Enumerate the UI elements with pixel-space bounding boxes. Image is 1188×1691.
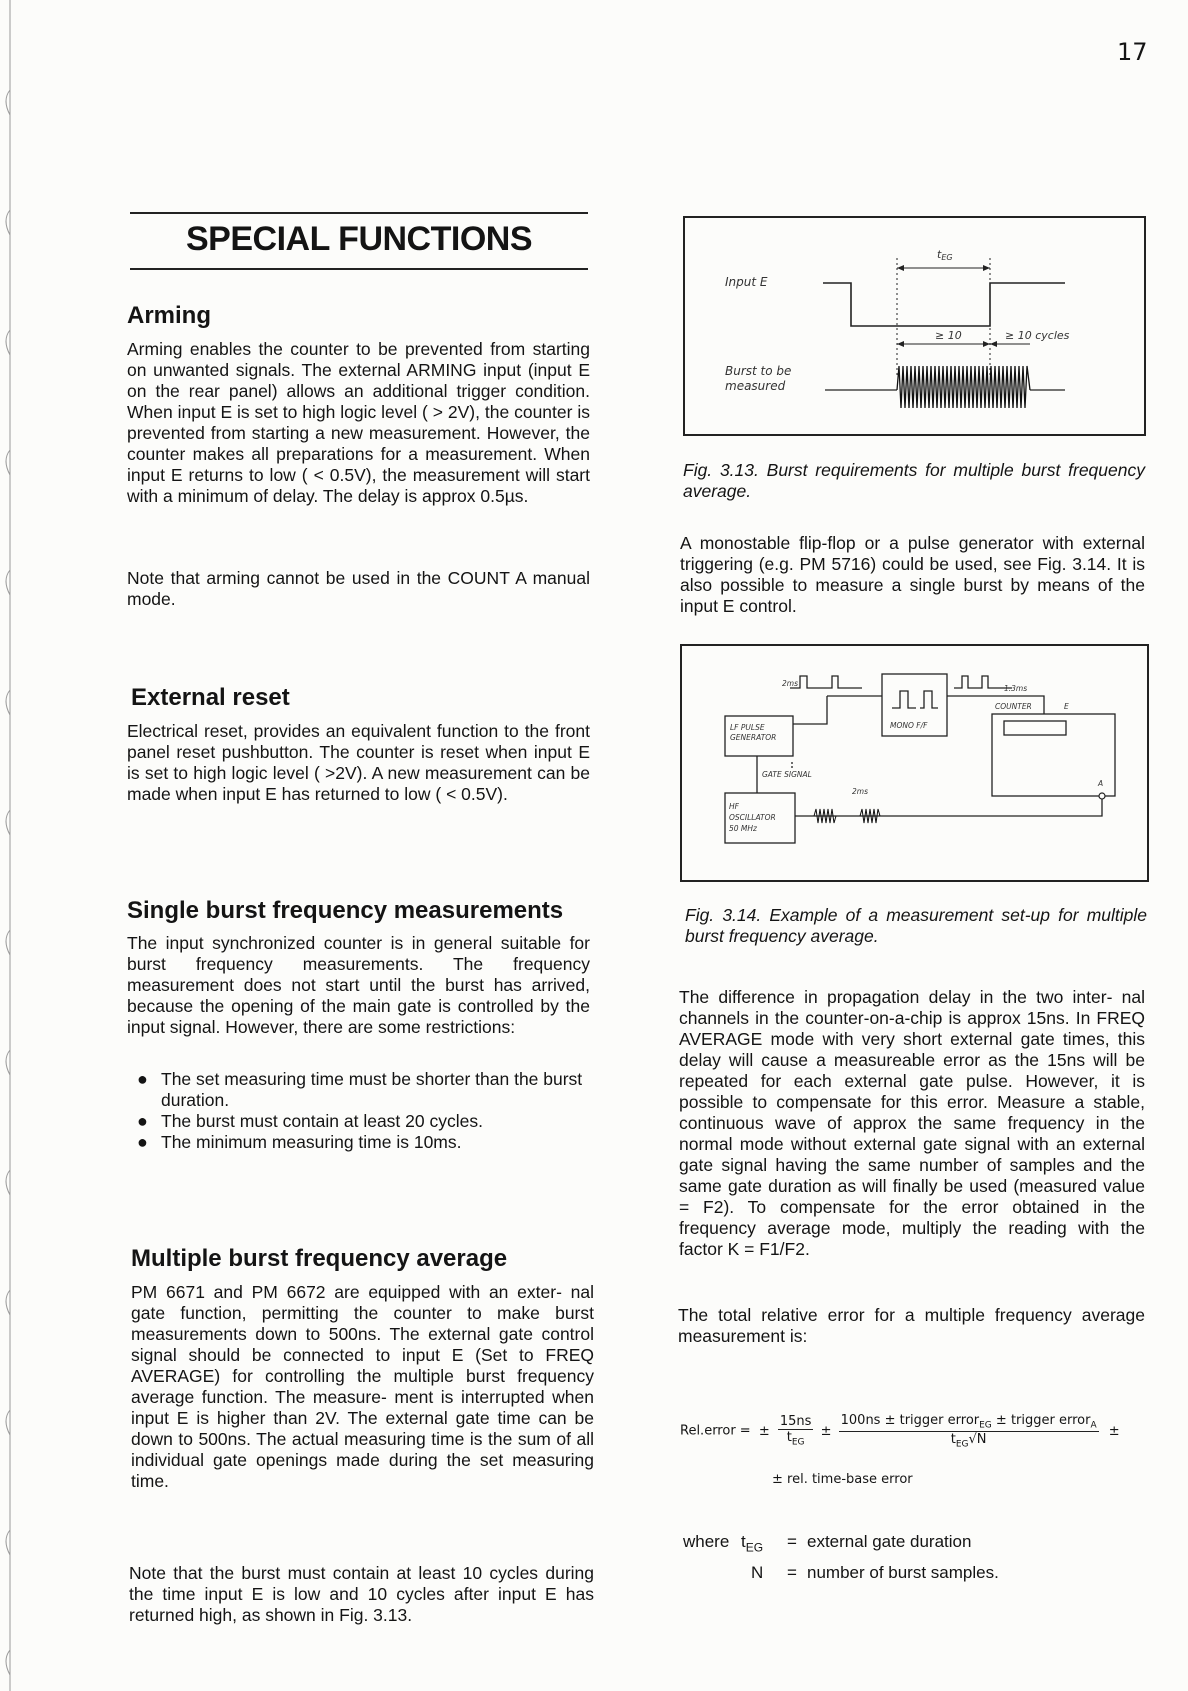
teg-symbol: $t_{EG}$: [741, 1532, 764, 1555]
page-title: SPECIAL FUNCTIONS: [185, 220, 532, 258]
burst-label-line2: measured: [725, 379, 786, 393]
list-item: ● The minimum measuring time is 10ms.: [137, 1132, 462, 1152]
n-symbol: N: [751, 1563, 764, 1582]
single-burst-paragraph: The input synchronized counter is in general suitable for burst frequency measurements. The frequency measurement does not start until the burst has arrived, because the opening of the main gate is controlled by the input signal. However, there are some restrictions:: [127, 933, 590, 1037]
counter-box: [992, 714, 1115, 796]
equals-sign: =: [787, 1563, 797, 1582]
lf-pulse-label-1: LF PULSE: [730, 723, 765, 732]
teg-definition: external gate duration: [807, 1532, 972, 1551]
fraction-2-denominator: $t_{EG}√N$: [950, 1431, 987, 1450]
gate-signal-label: GATE SIGNAL: [762, 770, 812, 779]
figure-3-13-caption: Fig. 3.13. Burst requirements for multiple burst frequency average.: [683, 460, 1145, 501]
multiple-burst-paragraph: PM 6671 and PM 6672 are equipped with an exter- nal gate function, permitting the counter to make burst measurements down to 500ns. The external gate control signal should be connected to input E (Set to FREQ AVERAGE) for controlling the multiple burst frequency average function. The measure- ment is interrupted when input E is higher than 2V. The external gate time can be down to 500ns. The actual measuring time is the sum of all individual gate openings made during the set measuring time.: [131, 1282, 594, 1491]
input-e-label: E: [1064, 702, 1069, 711]
variable-definitions: [683, 1531, 1103, 1591]
arming-paragraph: Arming enables the counter to be prevented from starting on unwanted signals. The external ARMING input (input E on the rear panel) allows an additional trigger condition. When input E is set to high logic level ( > 2V), the counter is prevented from starting a new measurement. However, the counter makes all preparations for a measurement. When input E returns to low ( < 0.5V), the measurement will start with a minimum of delay. The delay is approx 0.5µs.: [127, 339, 590, 506]
plus-minus-sign: ±: [820, 1423, 832, 1439]
mono-ff-label: MONO F/F: [890, 721, 928, 730]
n-definition: number of burst samples.: [807, 1563, 999, 1582]
equals-sign: =: [787, 1532, 797, 1551]
bullet-dot-icon: ●: [137, 1132, 148, 1152]
hf-label-1: HF: [729, 802, 739, 811]
heading-multiple-burst: Multiple burst frequency average: [131, 1245, 508, 1272]
fraction-2-numerator: 100ns ± trigger error$_{EG}$ ± trigger error$_A$: [840, 1413, 1097, 1431]
counter-display: [1004, 721, 1066, 735]
input-a-label: A: [1098, 779, 1104, 788]
banner-top-rule: [130, 212, 588, 214]
right-paragraph-total-error: The total relative error for a multiple frequency average measurement is:: [678, 1305, 1145, 1346]
binding-marks: [0, 0, 12, 1691]
banner-bottom-rule: [130, 268, 588, 270]
external-reset-paragraph: Electrical reset, provides an equivalent function to the front panel reset pushbutton. The counter is reset when input E is set to high logic level ( >2V). A new measurement can be made when input E has returned to low ( < 0.5V).: [127, 721, 590, 804]
page-number: 17: [1117, 38, 1148, 66]
plus-minus-sign: ±: [758, 1423, 770, 1439]
teg-label: tEG: [937, 248, 953, 262]
input-e-label: Input E: [725, 275, 768, 289]
lf-pulse-label-2: GENERATOR: [730, 733, 777, 742]
right-paragraph-monostable: A monostable flip-flop or a pulse generator with external triggering (e.g. PM 5716) could be used, see Fig. 3.14. It is also possible to measure a single burst by means of the input E control.: [680, 533, 1145, 616]
fraction-1-denominator: $t_{EG}$: [786, 1430, 805, 1448]
figure-3-13: [683, 216, 1146, 436]
error-formula: [680, 1413, 1150, 1449]
right-paragraph-propagation: The difference in propagation delay in the two inter- nal channels in the counter-on-a-chip is approx 15ns. In FREQ AVERAGE mode with very short external gate times, this delay will cause a measureable error as the 15ns will be repeated for each external gate pulse. However, it is possible to compensate for this error. Measure a stable, continuous wave of approx the same frequency in the normal mode without external gate signal with an external gate signal having the same number of samples and the same gate duration as will finally be used (measured value = F2). To compensate for the error obtained in the frequency average mode, multiply the reading with the factor K = F1/F2.: [679, 987, 1145, 1259]
hf-label-2: OSCILLATOR: [729, 813, 776, 822]
heading-arming: Arming: [127, 302, 211, 329]
heading-single-burst: Single burst frequency measurements: [127, 897, 564, 924]
fraction-2: [839, 1413, 1099, 1449]
list-item: ● The burst must contain at least 20 cycles.: [137, 1111, 483, 1131]
multiple-burst-note: Note that the burst must contain at least 10 cycles during the time input E is low and 10 cycles after input E has returned high, as shown in Fig. 3.13.: [129, 1563, 594, 1625]
input-a-connector: [1099, 793, 1105, 799]
fraction-1-numerator: 15ns: [779, 1414, 812, 1430]
restrictions-list: [137, 1069, 590, 1153]
burst-signal-1: [814, 809, 836, 823]
counter-label: COUNTER: [995, 702, 1032, 711]
time-2ms-label-a: 2ms: [782, 679, 798, 688]
arming-note: Note that arming cannot be used in the COUNT A manual mode.: [127, 568, 590, 609]
fraction-1: [778, 1414, 814, 1448]
plus-minus-sign: ±: [1108, 1423, 1120, 1439]
bullet-dot-icon: ●: [137, 1069, 148, 1089]
measurement-setup-diagram: [682, 646, 1147, 880]
ge10-cycles-label: ≥ 10 cycles: [1005, 329, 1070, 342]
burst-waveform: [897, 366, 1030, 408]
burst-timing-diagram: [685, 218, 1144, 434]
ge10-label: ≥ 10: [935, 329, 962, 342]
list-item: ● The set measuring time must be shorter than the burst duration.: [137, 1069, 583, 1110]
formula-lhs: Rel.error =: [680, 1423, 751, 1439]
where-word: where: [683, 1532, 730, 1551]
figure-3-14: [680, 644, 1149, 882]
time-2ms-label-b: 2ms: [852, 787, 868, 796]
heading-external-reset: External reset: [131, 684, 290, 711]
figure-3-14-caption: Fig. 3.14. Example of a measurement set-up for multiple burst frequency average.: [685, 905, 1147, 946]
hf-label-3: 50 MHz: [729, 824, 757, 833]
time-1-3ms-label: 1.3ms: [1004, 684, 1028, 693]
bullet-dot-icon: ●: [137, 1111, 148, 1131]
formula-line-2: ± rel. time-base error: [772, 1472, 913, 1487]
burst-label-line1: Burst to be: [725, 364, 792, 378]
